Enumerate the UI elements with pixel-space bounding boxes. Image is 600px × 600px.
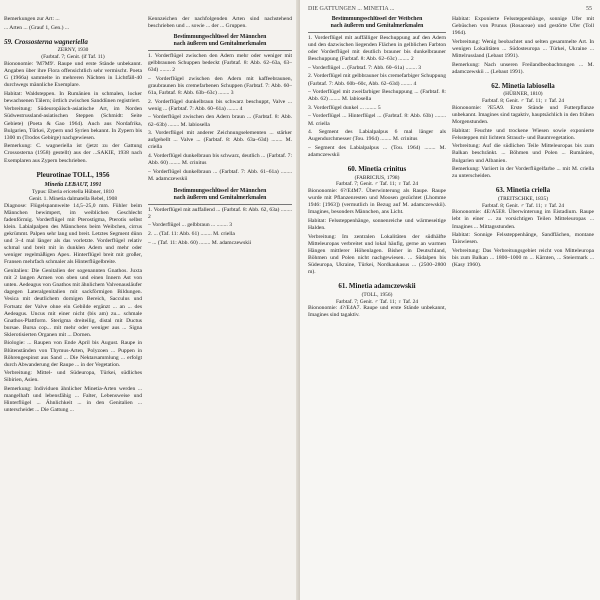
genus-plate-ref: Genit. 1. Minetia dalmatella Rebel, 1908 <box>28 195 118 202</box>
key-couplet: – Vorderflügel zwischen den Adern mit kaffeebraunen, graubraunen bis cremefarbenen Schuppen (Farbtaf. 7: Abb. 60–61a, Farbtaf. 8: Abb. 63b–63c) ........ 3 <box>148 75 292 97</box>
divider <box>148 204 292 205</box>
body-text: Bemerkung: Variiert in der Vorderflügelfarbe ... mit M. criella zu unterscheiden. <box>452 166 594 180</box>
key-couplet: – Vorderflügel ... Hinterflügel ... (Farbtaf. 8: Abb. 63b) ........ M. criella <box>308 113 446 127</box>
subfamily-heading: Pleurotinae TOLL, 1956 <box>36 170 110 179</box>
species-heading: 62. Minetia labiosella <box>491 81 555 90</box>
species-heading: 61. Minetia adamczewskii <box>338 282 416 291</box>
key-couplet: 2. Vorderflügel dunkelbraun bis schwarz beschuppt, Valve ... wenig ... (Farbtaf. 7: Abb. 60–61a) ........ 4 <box>148 98 292 112</box>
species-heading: 59. Crossosterna wagneriella <box>4 37 88 46</box>
key-couplet: 2. ... (Taf. 11: Abb. 61) ........ M. criella <box>148 231 235 238</box>
species-heading: 60. Minetia crinitus <box>347 165 407 173</box>
divider <box>148 50 292 51</box>
body-text: Bemerkung: Nach unseren Freilandbeobachtungen ... M. adamczewskii ... (Lebaut 1991). <box>452 61 594 75</box>
key-couplet: – Segment des Labialpalpus ... (Tou. 1964) ........ M. adamczewskii <box>308 144 446 158</box>
key-heading: Bestimmungsschlüssel der Weibchen <box>331 16 423 22</box>
key-couplet: 1. Vorderflügel mit auffallend ... (Farbtaf. 8: Abb. 62, 63a) ........ 2 <box>148 206 292 220</box>
species-plate-ref: Farbtaf. 8; Genit. ♂ Taf. 11; ♀ Taf. 24 <box>481 202 565 209</box>
genus-heading: Minetia LEBAUT, 1991 <box>44 182 102 189</box>
species-plate-ref: Farbtaf. 7; Genit. ♂ Taf. 11; ♀ Taf. 24 <box>335 298 419 305</box>
body-text: Biologie: ... Raupen von Ende April bis August. Raupe in Blütenständen von Thymus-Arten, Polyzoen ... Puppen in Röhrengespinst aus Sand ... Die Nektarsammlung ... erfolgt durch Abwanderung der Raupe ... in der Vegetation. <box>4 340 142 368</box>
right-page-column-1 <box>308 16 446 594</box>
genus-type: Typus: Eberia ericetella Hübner, 1810 <box>32 189 114 196</box>
species-author: (HÜBNER, 1810) <box>503 91 543 98</box>
body-text: Biononomie: ?E5A9. Erste Stände und Futterpflanze unbekannt. Imagines sind tagaktiv, hauptsächlich in den frühen Morgenstunden. <box>452 104 594 126</box>
key-couplet: 1. Vorderflügel mit auffälliger Beschuppung auf den Adern und den dazwischen liegenden Flächen in gelblichen Farbton oder Vorderflügel mit deutlich brauner bis dunkelbrauner Beschuppung (Farbtaf. 8: Abb. 62–63c) ........ 2 <box>308 35 446 63</box>
body-text: ... Arten ... (Grauf 1, Gen.) ... <box>4 24 70 31</box>
species-author: (FABRICIUS, 1798) <box>354 174 400 181</box>
body-text: Diagnose: Flügelspannweite 14,5–25,0 mm. Fühler beim Männchen bewimpert, im weiblichen Geschlecht fadenförmig. Vorderflügel mit Pterostigma, Pterotis selbst klein. Labialpalpen des Männchens beim Weibchen, cirrus gekrümmt. Palpen sehr lang und breit. Letztes Segment dünn und 3–4 mal länger als das vorletzte. Vorderflügel relativ schmal und breit mit in dunklen Adern und mehr oder weniger regelmäßigen Apex. Hinterflügel breit mit großer, Fransen mehrfach schmaler als Hinterflügelbreite. <box>4 202 142 266</box>
key-couplet: 4. Segment des Labialpalpus 6 mal länger als Augendurchmesser (Tou. 1964) ........ M. crinitus <box>308 129 446 143</box>
key-heading: nach äußeren und Genitalmerkmalen <box>173 194 267 201</box>
key-couplet: – Vorderflügel mit zweifarbiger Beschuppung ... (Farbtaf. 8: Abb. 62) ........ M. labiosella <box>308 89 446 103</box>
species-plate-ref: Farbtaf. 8; Genit. ♂ Taf. 11; ♀ Taf. 24 <box>481 98 565 105</box>
key-couplet: 4. Vorderflügel dunkelbraun bis schwarz, deutlich ... (Farbtaf. 7: Abb. 60) ........ M. crinitus <box>148 152 292 166</box>
species-plate-ref: (Farbtaf. 7; Genit. (if Taf. 11) <box>41 53 105 60</box>
page-number: 55 <box>586 6 592 12</box>
key-heading: nach äußeren und Genitalmerkmalen <box>330 23 424 29</box>
key-heading: nach äußeren und Genitalmerkmalen <box>173 41 267 48</box>
right-page-column-2 <box>452 16 594 594</box>
key-couplet: – Vorderflügel ... gelbbraun ... ........ 3 <box>148 222 232 229</box>
body-text: Bemerkungen zur Art: ... <box>4 16 60 22</box>
body-text: Bemerkung: C. wagneriella ist (jetzt zu der Gattung Crossosterna (1958) gestellt) aus der ...SAKIE, 1938 nach Exemplaren aus Zypern beschrieben. <box>4 143 142 164</box>
body-text: Verbreitung: Wenig beobachtet und selten gesammelte Art. In wenigen Lokalitäten ... Südosteuropa ... Türkei, Ukraine ... Mittelrussland (Lebaut 1991). <box>452 38 594 59</box>
body-text: Habitat: Feuchte und trockene Wiesen sowie exponierte Felssteppen mit lichtem Strauch- und Baumvegetation. <box>452 127 594 141</box>
key-couplet: 3. Vorderflügel dunkel ... ........ 5 <box>308 104 381 111</box>
body-text: Verbreitung: Im zentralen Lokalitäten der südhälfte Mitteleuropas verbreitet und lokal häufig, gerne an warmen Hängen mittlerer Höhenlagen. Bisher in Deutschland, Böhmen und Polen nicht nachgewiesen. ... Südalpen bis Südeuropa, Ukraine, Türkei, Nordkaukasus ... (2500–2800 m). <box>308 233 446 276</box>
key-couplet: 1. Vorderflügel zwischen den Adern mehr oder weniger mit gelbbraunen Schuppen bedeckt (Farbtaf. 8: Abb. 62–63a, 63–63d) ........ 2 <box>148 53 292 74</box>
right-page <box>300 0 600 600</box>
body-text: Kennzeichen der nachfolgenden Arten sind nachstehend beschrieben und ... sowie ... der ... Gruppen. <box>148 16 292 30</box>
body-text: Biononomie: 'M7M9'. Raupe und erste Stände unbekannt. Angaben über ihre Flora offensichtlich sehr vermischt. Poeta G (1966a) sammelte in mehreren Nächten in Lichtfäll-40 durchwegs männliche Exemplare. <box>4 60 142 89</box>
running-head-title: DIE GATTUNGEN ... MINETIA ... <box>308 6 395 12</box>
divider <box>308 32 446 33</box>
key-heading: Bestimmungsschlüssel der Männchen <box>173 34 267 41</box>
body-text: Habitat: Waldsteppen. In Rumänien in schmalen, locker bewachsenen Tälern; örtlich zwischen Sanddünen registriert. <box>4 90 142 104</box>
body-text: Habitat: Felssteppenhänge, sonnenreiche und wärmeseitige Halden. <box>308 217 446 232</box>
species-plate-ref: Farbtaf. 7; Genit. ♂ Taf. 11; ♀ Taf. 24 <box>335 181 419 188</box>
key-couplet: – Vorderflügel dunkelbraun ... (Farbtaf. 7: Abb. 61–61a) ........ M. adamczewskii <box>148 168 292 182</box>
left-page-column-1 <box>4 16 142 594</box>
key-couplet: – Vorderflügel zwischen den Adern braun ... (Farbtaf. 8: Abb. 62–63b) ........ M. labiosella <box>148 114 292 128</box>
body-text: Habitat: Exponierte Felssteppenhänge, sonnige Ufer mit Gebüschen von Prunus (Rosaceae) und gestörte Ufer (Toll 1964). <box>452 16 594 37</box>
key-couplet: – ... (Taf. 11: Abb. 60) ........ M. adamczewskii <box>148 239 252 246</box>
body-text: Verbreitung: Auf die südlichen Teile Mitteleuropas bis zum Balkan beschränkt. ... Böhmen und Polen ... Rumänien, Bulgarien und Albanien. <box>452 143 594 164</box>
body-text: Habitat: Sonnige Felssteppenhänge, Sandflächen, montane Taiswiesen. <box>452 232 594 246</box>
left-page-column-2 <box>148 16 292 594</box>
species-heading: 63. Minetia criella <box>495 186 551 195</box>
species-author: ZERNY, 1930 <box>57 47 89 54</box>
body-text: Biononomie: 4?/E4A7. Raupe und erste Stände unbekannt, Imagines sind tagaktiv. <box>308 305 446 319</box>
key-heading: Bestimmungsschlüssel der Männchen <box>173 187 267 194</box>
key-couplet: 3. Vorderflügel mit anderer Zeichnungselementen ... stärker aufgehellt ... Valve ... (Farbtaf. 8: Abb. 63a–63d) ........ M. criella <box>148 130 292 151</box>
body-text: Genitalien: Die Genitalien der sogenannten Gnathos. Juxta mit 2 langen Armen von oben und einen Innern Ast von unten. Aedeagus von Gnathos mit ähnlichem Valvenausläufer dagegen Lateralgenitalien mit sackförmigen Bildungen. Vesica mit deutlichem dornigen Bereich, Sacculus und Fortsatz der Valve ohne ein Gebilde ergänzt ... an ... des Aedeagus. Uncus mit einer nicht (bis am) zu... schmale Gnathos-Plattform. Sterigma dreiteilig, distal mit Ductus bursae. Bursa cop... mit mehr oder weniger aus ... Signa Sklerotisierten Organen mit ... Dornen. <box>4 268 142 338</box>
body-text: Biononomie: 4E/A5E8. Überwinterung im Eistadium. Raupe lebt in einer ... zu vorsichtigen Teilen Mitteleuropas ... Imagines ... Mittagsstunden. <box>452 209 594 230</box>
body-text: Bemerkung: Individuen ähnlicher Minetia-Arten werden ... mangelhaft und lebensfähig ... Falter, Lebensweise und Hinterflügel ... Ähnlichkeit ... in den Genitalien ... unterscheidet ... Die Gattung ... <box>4 386 142 414</box>
body-text: Verbreitung: Südeuropäisch-asiatische Art, im Norden Südwestrussland-asiatischen Steppen (Schmidt: Seite Gebiete) (Poeta & Gao 1964). Auch aus Nordafrika, Bulgarien, Türkei, Zypern und Syrien bekannt. In Zypern bis 1300 m (Trodos Gebirge) nachgewiesen. <box>4 106 142 141</box>
key-couplet: 2. Vorderflügel mit gelbbrauner bis cremefarbiger Schuppung (Farbtaf. 7: Abb. 60b–60c, Abb. 62–63d) ........ 4 <box>308 73 446 87</box>
body-text: Verbreitung: Das Verbreitungsgebiet reicht von Mitteleuropa bis zum Balkan ... 1800–1000 m ... Kärnten, ... Steiermark ... (Kasy 1960). <box>452 247 594 269</box>
species-author: (TOLL, 1956) <box>361 291 393 298</box>
key-couplet: – Vorderflügel ... (Farbtaf. 7: Abb. 60–61a) ........ 3 <box>308 64 422 71</box>
running-head <box>308 3 592 15</box>
body-text: Verbreitung: Mittel- und Südeuropa, Türkei, südliches Sibirien, Asien. <box>4 370 142 384</box>
species-author: (TREITSCHKE, 1835) <box>497 195 548 202</box>
body-text: Biononomie: 6?/E4M7. Überwinterung als Raupe. Raupe wurde mit Pflanzenresten und Moosen gezüchtet (Lhomme 1946: [1963]) (vermutlich in Bezug auf M. adamczewskii). Imagines, besonders Männchen, ans Licht. <box>308 188 446 216</box>
